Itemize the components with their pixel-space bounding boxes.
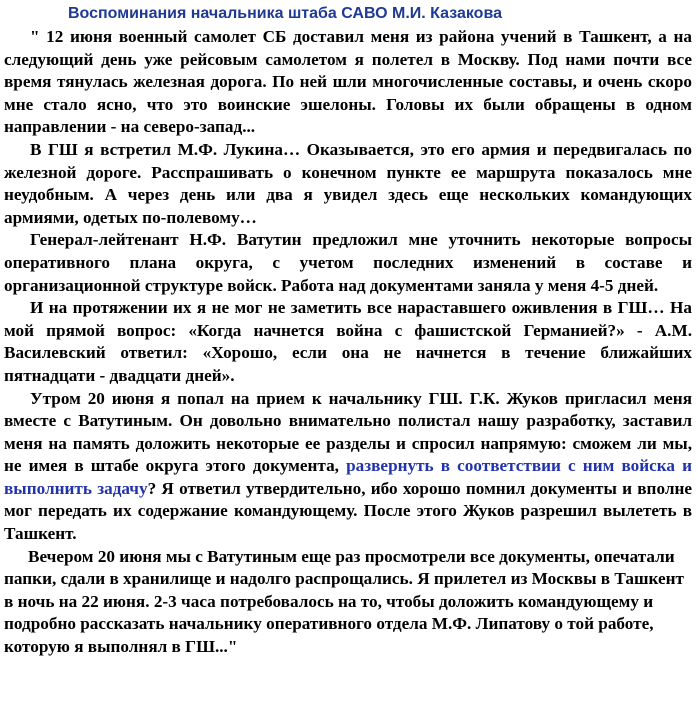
paragraph-5 [4,388,692,546]
paragraph-5-text-end: ? Я ответил утвердительно, ибо хорошо помнил документы и вполне мог передать их содержание командующему. После этого Жуков разрешил вылететь в Ташкент. [4,478,692,544]
paragraph-1: " 12 июня военный самолет СБ доставил меня из района учений в Ташкент, а на следующий день уже рейсовым самолетом я полетел в Москву. Под нами почти все время тянулась железная дорога. По ней шли многочисленные составы, и очень скоро мне стало ясно, что это воинские эшелоны. Головы их были обращены в одном направлении - на северо-запад... [4,27,692,137]
paragraph-4: И на протяжении их я не мог не заметить все нараставшего оживления в ГШ… На мой прямой вопрос: «Когда начнется война с фашистской Германией?» - А.М. Василевский ответил: «Хорошо, если она не начнется в течение ближайших пятнадцати - двадцати дней». [4,298,692,385]
paragraph-6: Вечером 20 июня мы с Ватутиным еще раз просмотрели все документы, опечатали папки, сдали в хранилище и надолго распрощались. Я прилетел из Москвы в Ташкент в ночь на 22 июня. 2-3 часа потребовалось на то, чтобы доложить командующему и подробно рассказать начальнику оперативного отдела М.Ф. Липатову о той работе, которую я выполнял в ГШ..." [4,546,684,657]
paragraph-2: В ГШ я встретил М.Ф. Лукина… Оказывается, это его армия и передвигалась по железной дороге. Расспрашивать о конечном пункте ее маршрута показалось мне неудобным. А через день или два я увидел здесь еще нескольких командующих армиями, одетых по-полевому… [4,139,692,227]
page-title: Воспоминания начальника штаба САВО М.И. Казакова [68,5,502,22]
paragraph-5-text-start: Утром 20 июня я попал на прием к начальнику ГШ. Г.К. Жуков пригласил меня вместе с Ватутиным. Он довольно внимательно полистал нашу разработку, заставил меня на память доложить некоторые ее разделы и спросил напрямую: сможем ли мы, не имея в штабе округа этого документа, [4,388,692,476]
paragraph-3: Генерал-лейтенант Н.Ф. Ватутин предложил мне уточнить некоторые вопросы оперативного плана округа, с учетом последних изменений в составе и организационной структуре войск. Работа над документами заняла у меня 4-5 дней. [4,230,692,295]
highlighted-task-phrase: развернуть в соответствии с ним войска и выполнить задачу [4,456,692,498]
